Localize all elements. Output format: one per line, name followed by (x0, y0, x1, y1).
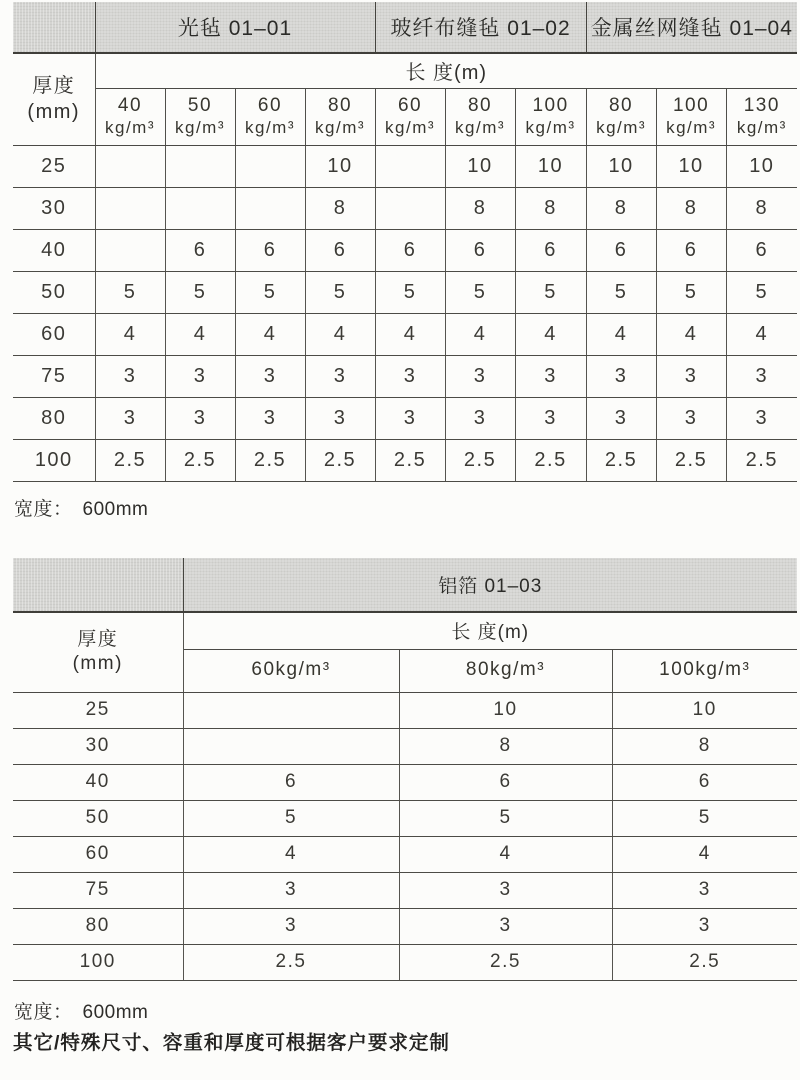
table1-corner-cell (13, 2, 95, 53)
thickness-cell: 50 (13, 800, 183, 836)
value-cell: 5 (586, 271, 656, 313)
table1-group-glass-cloth-felt: 玻纤布缝毡 01–02 (375, 2, 586, 53)
value-cell (165, 145, 235, 187)
value-cell: 6 (656, 229, 726, 271)
thickness-cell: 60 (13, 836, 183, 872)
value-cell: 10 (515, 145, 586, 187)
value-cell: 5 (375, 271, 445, 313)
value-cell: 4 (656, 313, 726, 355)
felt-spec-table (13, 2, 797, 482)
value-cell: 2.5 (726, 439, 797, 481)
table1-length-header: 长 度(m) (95, 53, 797, 88)
value-cell: 3 (612, 872, 797, 908)
value-cell (95, 187, 165, 229)
value-cell: 2.5 (235, 439, 305, 481)
value-cell: 5 (445, 271, 515, 313)
value-cell: 3 (726, 397, 797, 439)
value-cell: 2.5 (165, 439, 235, 481)
custom-size-note: 其它/特殊尺寸、容重和厚度可根据客户要求定制 (13, 1032, 450, 1054)
density-value: 40 (117, 95, 143, 117)
value-cell: 10 (612, 692, 797, 728)
value-cell: 10 (656, 145, 726, 187)
value-cell: 6 (612, 764, 797, 800)
density-unit: kg/m³ (596, 117, 647, 137)
density-unit: kg/m³ (175, 117, 225, 137)
value-cell: 5 (305, 271, 375, 313)
value-cell: 3 (586, 397, 656, 439)
thickness-cell: 100 (13, 944, 183, 980)
value-cell (375, 145, 445, 187)
value-cell: 2.5 (656, 439, 726, 481)
density-header (586, 88, 656, 145)
table1-thickness-header (13, 53, 95, 145)
thickness-label: 厚度 (77, 628, 119, 650)
density-value: 100 (532, 95, 569, 117)
density-value: 60 (397, 95, 423, 117)
value-cell: 5 (515, 271, 586, 313)
density-unit: kg/m³ (245, 117, 295, 137)
value-cell: 3 (95, 397, 165, 439)
value-cell: 3 (305, 397, 375, 439)
density-header: 80kg/m³ (399, 649, 612, 692)
density-header (165, 88, 235, 145)
density-value: 100 (672, 95, 710, 117)
table-row (13, 800, 797, 836)
thickness-unit: (mm) (72, 653, 123, 675)
table2-width-note (14, 997, 148, 1024)
value-cell: 5 (165, 271, 235, 313)
table-row (13, 728, 797, 764)
density-header (445, 88, 515, 145)
table1-header-band (13, 2, 797, 53)
value-cell: 2.5 (612, 944, 797, 980)
value-cell: 3 (375, 397, 445, 439)
table-row (13, 764, 797, 800)
value-cell: 3 (183, 908, 399, 944)
value-cell (95, 229, 165, 271)
density-unit: kg/m³ (525, 117, 576, 137)
density-value: 60 (257, 95, 283, 117)
value-cell (183, 692, 399, 728)
value-cell: 2.5 (515, 439, 586, 481)
value-cell: 2.5 (95, 439, 165, 481)
thickness-cell: 25 (13, 692, 183, 728)
width-value: 600mm (82, 499, 149, 520)
value-cell: 5 (399, 800, 612, 836)
density-header: 100kg/m³ (612, 649, 797, 692)
value-cell: 3 (656, 355, 726, 397)
value-cell: 3 (612, 908, 797, 944)
value-cell: 3 (165, 397, 235, 439)
value-cell: 2.5 (305, 439, 375, 481)
value-cell: 3 (726, 355, 797, 397)
value-cell: 4 (399, 836, 612, 872)
thickness-cell: 50 (13, 271, 95, 313)
density-header (235, 88, 305, 145)
width-label: 宽度： (14, 499, 73, 520)
value-cell: 8 (586, 187, 656, 229)
value-cell: 4 (445, 313, 515, 355)
value-cell: 10 (399, 692, 612, 728)
table-row (13, 397, 797, 439)
density-header (726, 88, 797, 145)
value-cell: 5 (183, 800, 399, 836)
table-row (13, 908, 797, 944)
thickness-cell: 80 (13, 908, 183, 944)
thickness-cell: 25 (13, 145, 95, 187)
density-header (375, 88, 445, 145)
density-header (656, 88, 726, 145)
thickness-cell: 30 (13, 728, 183, 764)
thickness-cell: 40 (13, 764, 183, 800)
value-cell: 3 (305, 355, 375, 397)
table2-thickness-header (13, 612, 183, 692)
density-value: 80 (608, 95, 634, 117)
value-cell: 2.5 (375, 439, 445, 481)
value-cell: 4 (515, 313, 586, 355)
value-cell: 4 (726, 313, 797, 355)
density-value: 130 (743, 95, 780, 117)
density-value: 80 (327, 95, 353, 117)
table-row (13, 355, 797, 397)
density-header (515, 88, 586, 145)
value-cell: 6 (586, 229, 656, 271)
value-cell: 3 (656, 397, 726, 439)
value-cell: 3 (165, 355, 235, 397)
value-cell: 3 (515, 355, 586, 397)
value-cell: 5 (235, 271, 305, 313)
value-cell: 3 (95, 355, 165, 397)
value-cell: 3 (235, 355, 305, 397)
thickness-cell: 80 (13, 397, 95, 439)
value-cell: 8 (612, 728, 797, 764)
value-cell (183, 728, 399, 764)
table1-length-row (13, 53, 797, 88)
value-cell (95, 145, 165, 187)
table1-width-note (14, 494, 148, 521)
thickness-label: 厚度 (32, 75, 76, 98)
value-cell: 6 (165, 229, 235, 271)
value-cell: 8 (656, 187, 726, 229)
table1-group-wire-mesh-felt: 金属丝网缝毡 01–04 (586, 2, 797, 53)
table-row (13, 187, 797, 229)
value-cell: 3 (375, 355, 445, 397)
density-unit: kg/m³ (385, 117, 436, 137)
value-cell: 4 (95, 313, 165, 355)
table2-group-aluminum-foil: 铝箔 01–03 (183, 558, 797, 612)
value-cell: 8 (445, 187, 515, 229)
density-unit: kg/m³ (105, 117, 155, 137)
value-cell: 2.5 (399, 944, 612, 980)
density-value: 50 (187, 95, 213, 117)
thickness-unit: (mm) (27, 101, 81, 124)
density-header (305, 88, 375, 145)
thickness-cell: 75 (13, 872, 183, 908)
value-cell: 2.5 (183, 944, 399, 980)
density-unit: kg/m³ (736, 117, 787, 137)
value-cell: 4 (235, 313, 305, 355)
density-value: 80 (467, 95, 493, 117)
value-cell: 6 (399, 764, 612, 800)
value-cell: 3 (515, 397, 586, 439)
value-cell: 3 (445, 355, 515, 397)
value-cell: 5 (656, 271, 726, 313)
value-cell: 2.5 (445, 439, 515, 481)
value-cell (165, 187, 235, 229)
value-cell: 10 (305, 145, 375, 187)
value-cell: 8 (305, 187, 375, 229)
value-cell: 5 (726, 271, 797, 313)
table1-density-row (13, 88, 797, 145)
value-cell: 4 (375, 313, 445, 355)
value-cell: 6 (305, 229, 375, 271)
table-row (13, 692, 797, 728)
thickness-cell: 100 (13, 439, 95, 481)
value-cell: 3 (445, 397, 515, 439)
value-cell: 4 (612, 836, 797, 872)
width-value: 600mm (82, 1002, 149, 1023)
value-cell (375, 187, 445, 229)
table2-corner-cell (13, 558, 183, 612)
value-cell: 3 (235, 397, 305, 439)
thickness-cell: 30 (13, 187, 95, 229)
value-cell: 6 (375, 229, 445, 271)
thickness-cell: 40 (13, 229, 95, 271)
value-cell: 4 (183, 836, 399, 872)
width-label: 宽度： (14, 1002, 73, 1023)
value-cell: 4 (586, 313, 656, 355)
table1-group-plain-felt: 光毡 01–01 (95, 2, 375, 53)
table-row (13, 872, 797, 908)
density-header: 60kg/m³ (183, 649, 399, 692)
value-cell: 6 (445, 229, 515, 271)
value-cell (235, 187, 305, 229)
table-row (13, 145, 797, 187)
aluminum-foil-spec-table (13, 558, 797, 981)
value-cell: 6 (235, 229, 305, 271)
density-header (95, 88, 165, 145)
value-cell: 2.5 (586, 439, 656, 481)
table-row (13, 439, 797, 481)
table-row (13, 313, 797, 355)
value-cell: 3 (183, 872, 399, 908)
value-cell: 10 (726, 145, 797, 187)
value-cell: 5 (95, 271, 165, 313)
value-cell: 4 (165, 313, 235, 355)
value-cell: 10 (586, 145, 656, 187)
value-cell: 4 (305, 313, 375, 355)
value-cell: 6 (183, 764, 399, 800)
density-unit: kg/m³ (315, 117, 366, 137)
table2-header-band (13, 558, 797, 612)
value-cell: 5 (612, 800, 797, 836)
value-cell: 3 (399, 872, 612, 908)
table2-length-row (13, 612, 797, 649)
value-cell (235, 145, 305, 187)
table-row (13, 836, 797, 872)
value-cell: 8 (399, 728, 612, 764)
value-cell: 10 (445, 145, 515, 187)
table-row (13, 271, 797, 313)
value-cell: 3 (586, 355, 656, 397)
table2-length-header: 长 度(m) (183, 612, 797, 649)
value-cell: 6 (515, 229, 586, 271)
value-cell: 3 (399, 908, 612, 944)
table-row (13, 944, 797, 980)
value-cell: 6 (726, 229, 797, 271)
density-unit: kg/m³ (455, 117, 506, 137)
thickness-cell: 60 (13, 313, 95, 355)
table-row (13, 229, 797, 271)
value-cell: 8 (515, 187, 586, 229)
density-unit: kg/m³ (666, 117, 717, 137)
thickness-cell: 75 (13, 355, 95, 397)
value-cell: 8 (726, 187, 797, 229)
